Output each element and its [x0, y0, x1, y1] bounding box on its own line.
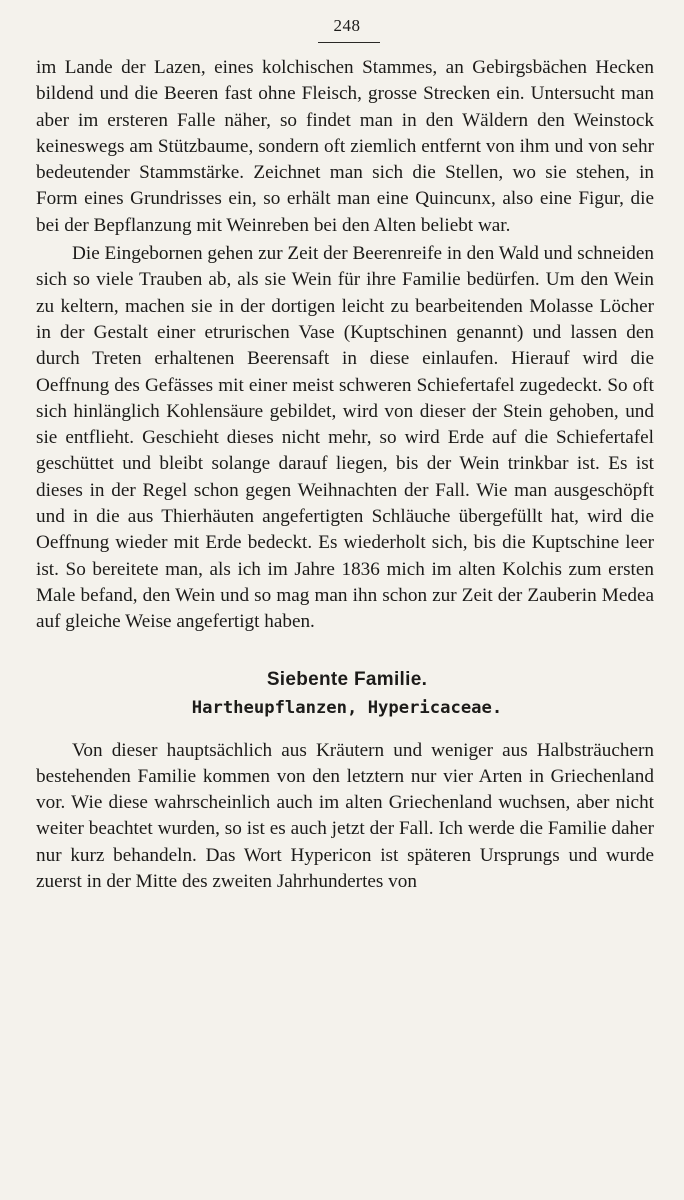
paragraph-hypericaceae: Von dieser hauptsächlich aus Kräutern und weniger aus Halbsträuchern bestehenden Familie kommen von den letztern nur vier Arten in Griechenland vor. Wie diese wahrscheinlich auch im alten Griechenland wuchsen, aber nicht weiter beachtet wurden, so ist es auch jetzt der Fall. Ich werde die Familie daher nur kurz behandeln. Das Wort Hypericon ist späteren Ursprungs und wurde zuerst in der Mitte des zweiten Jahrhundertes von: [36, 739, 654, 893]
paragraph-wine-making: Die Eingebornen gehen zur Zeit der Beerenreife in den Wald und schneiden sich so viele Trauben ab, als sie Wein für ihre Familie bedürfen. Um den Wein zu keltern, machen sie in der dortigen leicht zu bearbeitenden Molasse Löcher in der Gestalt einer etrurischen Vase (Kuptschinen genannt) und lassen den durch Treten erhaltenen Beerensaft in diese einlaufen. Hierauf wird die Oeffnung des Gefässes mit einer meist schweren Schiefertafel zugedeckt. So oft sich hinlänglich Kohlensäure gebildet, wird von dieser der Stein gehoben, und sie entflieht. Geschieht dieses nicht mehr, so wird Erde auf die Schiefertafel geschüttet und bleibt solange darauf liegen, bis der Wein trinkbar ist. Es ist dieses in der Regel schon gegen Weihnachten der Fall. Wie man ausgeschöpft und in die aus Thierhäuten angefertigten Schläuche übergefüllt hat, wird die Oeffnung wieder mit Erde bedeckt. Es wiederholt sich, bis die Kuptschine leer ist. So bereitete man, als ich im Jahre 1836 mich im alten Kolchis zum ersten Male befand, den Wein und so mag man ihn schon zur Zeit der Zauberin Medea auf gleiche Weise angefertigt haben.: [36, 243, 654, 633]
section-family-title: Hartheupflanzen, Hypericaceae.: [191, 697, 503, 718]
header-rule: [318, 42, 380, 43]
paragraph-continuation: im Lande der Lazen, eines kolchischen Stammes, an Gebirgsbächen Hecken bildend und die Beeren fast ohne Fleisch, grosse Strecken ein. Untersucht man aber im ersteren Falle näher, so findet man in den Wäldern den Weinstock keineswegs am Stützbaume, sondern oft ziemlich entfernt von ihm und von sehr bedeutender Stammstärke. Zeichnet man sich die Stellen, wo sie stehen, in Form eines Grundrisses ein, so erhält man eine Quincunx, also eine Figur, die bei der Bepflanzung mit Weinreben bei den Alten beliebt war.: [36, 57, 654, 236]
page-number: 248: [333, 16, 361, 35]
section-family-heading: Siebente Familie.: [266, 668, 428, 690]
